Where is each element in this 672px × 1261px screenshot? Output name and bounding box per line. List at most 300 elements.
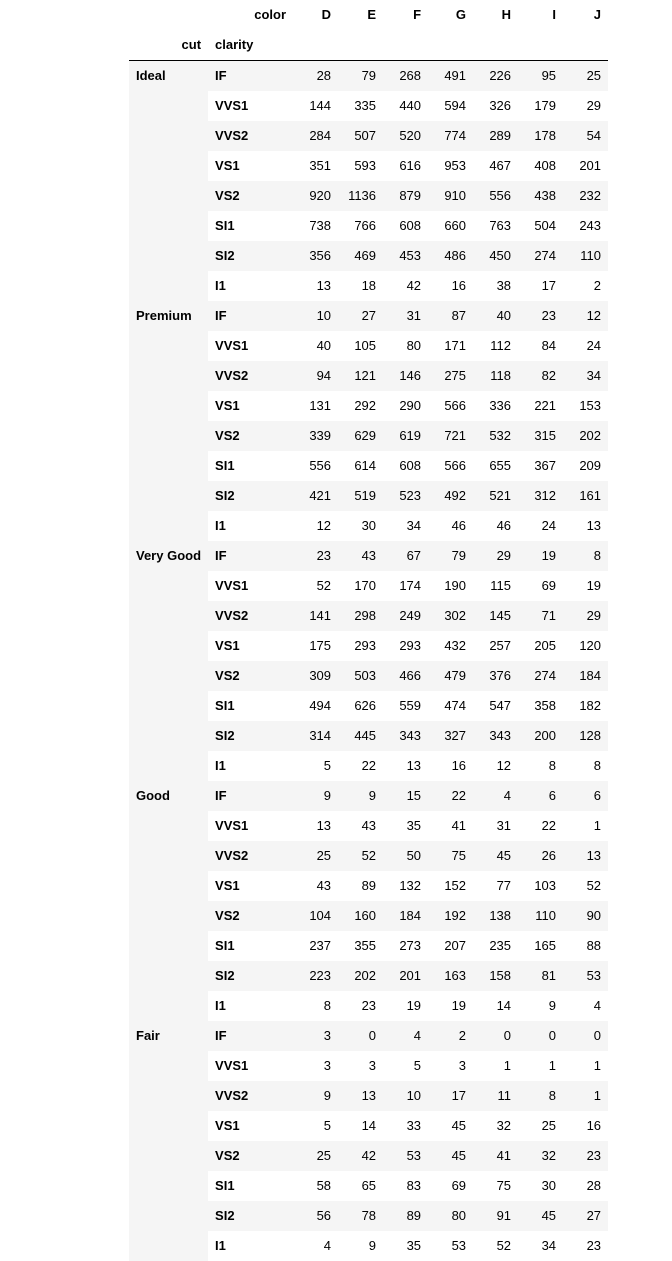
cell-d: 13 (293, 811, 338, 841)
cell-g: 275 (428, 361, 473, 391)
clarity-label: VVS1 (208, 1051, 293, 1081)
cell-f: 201 (383, 961, 428, 991)
cell-e: 65 (338, 1171, 383, 1201)
cell-j: 52 (563, 871, 608, 901)
clarity-label: SI1 (208, 1171, 293, 1201)
cell-d: 144 (293, 91, 338, 121)
cell-f: 42 (383, 271, 428, 301)
clarity-label: VS1 (208, 1111, 293, 1141)
cell-f: 174 (383, 571, 428, 601)
cut-label: Good (129, 781, 208, 1021)
cell-e: 23 (338, 991, 383, 1021)
cell-g: 953 (428, 151, 473, 181)
cell-i: 8 (518, 1081, 563, 1111)
cell-i: 274 (518, 241, 563, 271)
cell-h: 450 (473, 241, 518, 271)
cell-d: 175 (293, 631, 338, 661)
cell-e: 121 (338, 361, 383, 391)
cell-h: 158 (473, 961, 518, 991)
cell-e: 13 (338, 1081, 383, 1111)
cell-j: 29 (563, 601, 608, 631)
clarity-label: SI2 (208, 481, 293, 511)
cell-d: 284 (293, 121, 338, 151)
cell-h: 12 (473, 751, 518, 781)
cell-d: 131 (293, 391, 338, 421)
cell-e: 52 (338, 841, 383, 871)
cell-h: 521 (473, 481, 518, 511)
clarity-label: IF (208, 61, 293, 92)
cell-e: 9 (338, 1231, 383, 1261)
clarity-label: VS2 (208, 421, 293, 451)
cut-label: Fair (129, 1021, 208, 1261)
cell-f: 50 (383, 841, 428, 871)
cut-label: Very Good (129, 541, 208, 781)
cell-j: 13 (563, 841, 608, 871)
cell-j: 202 (563, 421, 608, 451)
cell-g: 22 (428, 781, 473, 811)
cell-f: 619 (383, 421, 428, 451)
cell-g: 46 (428, 511, 473, 541)
cell-i: 438 (518, 181, 563, 211)
cell-i: 32 (518, 1141, 563, 1171)
cell-h: 41 (473, 1141, 518, 1171)
cell-j: 6 (563, 781, 608, 811)
cell-f: 440 (383, 91, 428, 121)
clarity-label: SI2 (208, 241, 293, 271)
cell-f: 15 (383, 781, 428, 811)
cell-h: 4 (473, 781, 518, 811)
cell-d: 3 (293, 1021, 338, 1051)
cell-i: 408 (518, 151, 563, 181)
cell-j: 27 (563, 1201, 608, 1231)
cell-h: 1 (473, 1051, 518, 1081)
cell-i: 312 (518, 481, 563, 511)
index-name-cut: cut (129, 30, 208, 61)
clarity-label: VS1 (208, 631, 293, 661)
cell-f: 4 (383, 1021, 428, 1051)
cell-g: 16 (428, 271, 473, 301)
cell-j: 54 (563, 121, 608, 151)
cell-g: 721 (428, 421, 473, 451)
table-row (129, 541, 608, 571)
cell-j: 28 (563, 1171, 608, 1201)
table-row (129, 61, 608, 92)
column-header-f: F (383, 0, 428, 30)
cell-h: 29 (473, 541, 518, 571)
cell-g: 75 (428, 841, 473, 871)
cell-i: 315 (518, 421, 563, 451)
cell-d: 421 (293, 481, 338, 511)
clarity-label: VVS2 (208, 841, 293, 871)
cell-h: 52 (473, 1231, 518, 1261)
header-row-index-names (129, 30, 608, 61)
cell-j: 24 (563, 331, 608, 361)
cell-d: 314 (293, 721, 338, 751)
clarity-label: I1 (208, 1231, 293, 1261)
cell-h: 91 (473, 1201, 518, 1231)
clarity-label: VVS1 (208, 811, 293, 841)
cell-f: 53 (383, 1141, 428, 1171)
cell-j: 184 (563, 661, 608, 691)
column-header-e: E (338, 0, 383, 30)
cell-e: 445 (338, 721, 383, 751)
cell-g: 45 (428, 1141, 473, 1171)
header-empty-cell (293, 30, 338, 61)
cell-d: 351 (293, 151, 338, 181)
cell-f: 132 (383, 871, 428, 901)
cell-d: 494 (293, 691, 338, 721)
cell-h: 11 (473, 1081, 518, 1111)
cell-d: 40 (293, 331, 338, 361)
cell-h: 112 (473, 331, 518, 361)
cell-j: 0 (563, 1021, 608, 1051)
cell-h: 45 (473, 841, 518, 871)
cell-f: 523 (383, 481, 428, 511)
cell-i: 9 (518, 991, 563, 1021)
cell-f: 616 (383, 151, 428, 181)
clarity-label: VS2 (208, 661, 293, 691)
cell-j: 23 (563, 1141, 608, 1171)
cell-f: 520 (383, 121, 428, 151)
cell-e: 43 (338, 811, 383, 841)
clarity-label: IF (208, 1021, 293, 1051)
cell-e: 170 (338, 571, 383, 601)
clarity-label: VVS2 (208, 1081, 293, 1111)
clarity-label: SI1 (208, 211, 293, 241)
cell-i: 0 (518, 1021, 563, 1051)
column-header-j: J (563, 0, 608, 30)
clarity-label: VVS1 (208, 331, 293, 361)
cell-e: 293 (338, 631, 383, 661)
cell-e: 507 (338, 121, 383, 151)
cell-h: 257 (473, 631, 518, 661)
cell-f: 184 (383, 901, 428, 931)
cell-g: 2 (428, 1021, 473, 1051)
cell-g: 491 (428, 61, 473, 92)
table-header (129, 0, 608, 61)
clarity-label: IF (208, 541, 293, 571)
cell-f: 608 (383, 211, 428, 241)
cell-d: 58 (293, 1171, 338, 1201)
cell-g: 3 (428, 1051, 473, 1081)
cell-h: 532 (473, 421, 518, 451)
cell-g: 171 (428, 331, 473, 361)
cell-f: 33 (383, 1111, 428, 1141)
cell-g: 192 (428, 901, 473, 931)
cell-i: 8 (518, 751, 563, 781)
cell-h: 138 (473, 901, 518, 931)
cell-e: 469 (338, 241, 383, 271)
cell-i: 179 (518, 91, 563, 121)
cell-d: 104 (293, 901, 338, 931)
cell-h: 289 (473, 121, 518, 151)
clarity-label: I1 (208, 751, 293, 781)
cell-d: 13 (293, 271, 338, 301)
cell-d: 56 (293, 1201, 338, 1231)
cell-j: 53 (563, 961, 608, 991)
cell-d: 23 (293, 541, 338, 571)
cell-i: 6 (518, 781, 563, 811)
cell-j: 153 (563, 391, 608, 421)
clarity-label: VS2 (208, 181, 293, 211)
cell-f: 80 (383, 331, 428, 361)
cell-i: 25 (518, 1111, 563, 1141)
cell-e: 202 (338, 961, 383, 991)
cell-j: 13 (563, 511, 608, 541)
clarity-label: VVS1 (208, 91, 293, 121)
cell-h: 115 (473, 571, 518, 601)
clarity-label: VVS2 (208, 121, 293, 151)
cell-j: 209 (563, 451, 608, 481)
cell-f: 34 (383, 511, 428, 541)
cell-i: 81 (518, 961, 563, 991)
header-empty-cell (563, 30, 608, 61)
clarity-label: I1 (208, 991, 293, 1021)
cell-d: 4 (293, 1231, 338, 1261)
cell-d: 9 (293, 1081, 338, 1111)
cell-e: 30 (338, 511, 383, 541)
cell-j: 232 (563, 181, 608, 211)
cell-e: 3 (338, 1051, 383, 1081)
cell-j: 161 (563, 481, 608, 511)
cell-g: 774 (428, 121, 473, 151)
clarity-label: IF (208, 781, 293, 811)
cell-i: 26 (518, 841, 563, 871)
header-row-color (129, 0, 608, 30)
header-empty-cell (338, 30, 383, 61)
cell-g: 16 (428, 751, 473, 781)
cell-i: 69 (518, 571, 563, 601)
cell-j: 201 (563, 151, 608, 181)
column-header-g: G (428, 0, 473, 30)
cell-h: 46 (473, 511, 518, 541)
cell-d: 5 (293, 1111, 338, 1141)
cell-e: 18 (338, 271, 383, 301)
cell-f: 35 (383, 1231, 428, 1261)
cell-j: 29 (563, 91, 608, 121)
cell-g: 87 (428, 301, 473, 331)
cell-j: 12 (563, 301, 608, 331)
cell-j: 4 (563, 991, 608, 1021)
cell-h: 336 (473, 391, 518, 421)
cell-j: 8 (563, 541, 608, 571)
cell-g: 17 (428, 1081, 473, 1111)
cell-j: 90 (563, 901, 608, 931)
cell-f: 343 (383, 721, 428, 751)
cell-j: 8 (563, 751, 608, 781)
cell-h: 467 (473, 151, 518, 181)
cell-i: 221 (518, 391, 563, 421)
cell-f: 249 (383, 601, 428, 631)
cell-d: 920 (293, 181, 338, 211)
cell-i: 95 (518, 61, 563, 92)
cell-e: 298 (338, 601, 383, 631)
cell-f: 19 (383, 991, 428, 1021)
cell-f: 146 (383, 361, 428, 391)
cell-g: 479 (428, 661, 473, 691)
cell-h: 40 (473, 301, 518, 331)
cell-d: 5 (293, 751, 338, 781)
cell-g: 152 (428, 871, 473, 901)
cell-h: 547 (473, 691, 518, 721)
cell-h: 655 (473, 451, 518, 481)
cell-e: 614 (338, 451, 383, 481)
cell-g: 45 (428, 1111, 473, 1141)
header-empty-cell (383, 30, 428, 61)
cut-label: Ideal (129, 61, 208, 302)
cell-i: 84 (518, 331, 563, 361)
cell-d: 356 (293, 241, 338, 271)
cell-e: 160 (338, 901, 383, 931)
cell-d: 12 (293, 511, 338, 541)
cell-f: 83 (383, 1171, 428, 1201)
cell-e: 27 (338, 301, 383, 331)
cell-j: 34 (563, 361, 608, 391)
cell-i: 367 (518, 451, 563, 481)
cell-i: 1 (518, 1051, 563, 1081)
cell-i: 22 (518, 811, 563, 841)
clarity-label: VS2 (208, 901, 293, 931)
cell-e: 335 (338, 91, 383, 121)
cell-j: 1 (563, 811, 608, 841)
cell-g: 41 (428, 811, 473, 841)
cell-i: 200 (518, 721, 563, 751)
cell-h: 31 (473, 811, 518, 841)
cell-e: 89 (338, 871, 383, 901)
cell-h: 32 (473, 1111, 518, 1141)
cell-j: 16 (563, 1111, 608, 1141)
header-blank-cell (129, 0, 208, 30)
cut-label: Premium (129, 301, 208, 541)
cell-d: 738 (293, 211, 338, 241)
cell-i: 19 (518, 541, 563, 571)
column-header-h: H (473, 0, 518, 30)
index-name-clarity: clarity (208, 30, 293, 61)
cell-j: 2 (563, 271, 608, 301)
cell-f: 5 (383, 1051, 428, 1081)
cell-d: 223 (293, 961, 338, 991)
cell-d: 556 (293, 451, 338, 481)
cell-e: 9 (338, 781, 383, 811)
cell-g: 486 (428, 241, 473, 271)
crosstab-table (129, 0, 608, 1261)
cell-e: 355 (338, 931, 383, 961)
clarity-label: VS1 (208, 151, 293, 181)
cell-d: 43 (293, 871, 338, 901)
cell-f: 35 (383, 811, 428, 841)
cell-i: 45 (518, 1201, 563, 1231)
clarity-label: SI2 (208, 961, 293, 991)
cell-e: 766 (338, 211, 383, 241)
cell-f: 89 (383, 1201, 428, 1231)
cell-j: 182 (563, 691, 608, 721)
cell-e: 22 (338, 751, 383, 781)
cell-j: 25 (563, 61, 608, 92)
cell-h: 326 (473, 91, 518, 121)
cell-i: 358 (518, 691, 563, 721)
column-header-i: I (518, 0, 563, 30)
cell-e: 0 (338, 1021, 383, 1051)
cell-e: 503 (338, 661, 383, 691)
cell-i: 103 (518, 871, 563, 901)
cell-i: 82 (518, 361, 563, 391)
clarity-label: IF (208, 301, 293, 331)
cell-e: 105 (338, 331, 383, 361)
cell-d: 339 (293, 421, 338, 451)
cell-h: 75 (473, 1171, 518, 1201)
clarity-label: VVS2 (208, 361, 293, 391)
cell-i: 205 (518, 631, 563, 661)
cell-h: 343 (473, 721, 518, 751)
cell-i: 30 (518, 1171, 563, 1201)
cell-i: 17 (518, 271, 563, 301)
cell-f: 67 (383, 541, 428, 571)
cell-i: 71 (518, 601, 563, 631)
cell-e: 79 (338, 61, 383, 92)
table-row (129, 301, 608, 331)
cell-g: 566 (428, 391, 473, 421)
cell-h: 14 (473, 991, 518, 1021)
header-empty-cell (428, 30, 473, 61)
cell-h: 118 (473, 361, 518, 391)
cell-d: 237 (293, 931, 338, 961)
cell-i: 24 (518, 511, 563, 541)
cell-j: 1 (563, 1081, 608, 1111)
cell-d: 25 (293, 841, 338, 871)
cell-f: 466 (383, 661, 428, 691)
clarity-label: I1 (208, 511, 293, 541)
cell-i: 274 (518, 661, 563, 691)
cell-d: 10 (293, 301, 338, 331)
cell-f: 293 (383, 631, 428, 661)
cell-e: 629 (338, 421, 383, 451)
cell-h: 38 (473, 271, 518, 301)
cell-j: 110 (563, 241, 608, 271)
cell-f: 10 (383, 1081, 428, 1111)
clarity-label: SI1 (208, 691, 293, 721)
cell-i: 504 (518, 211, 563, 241)
table-row (129, 1021, 608, 1051)
cell-j: 120 (563, 631, 608, 661)
cell-g: 594 (428, 91, 473, 121)
cell-f: 879 (383, 181, 428, 211)
cell-g: 432 (428, 631, 473, 661)
cell-i: 165 (518, 931, 563, 961)
cell-i: 23 (518, 301, 563, 331)
cell-j: 19 (563, 571, 608, 601)
cell-h: 0 (473, 1021, 518, 1051)
cell-d: 94 (293, 361, 338, 391)
cell-h: 376 (473, 661, 518, 691)
clarity-label: VS2 (208, 1141, 293, 1171)
cell-e: 1136 (338, 181, 383, 211)
cell-j: 1 (563, 1051, 608, 1081)
table-body (129, 61, 608, 1261)
cell-e: 78 (338, 1201, 383, 1231)
cell-g: 302 (428, 601, 473, 631)
clarity-label: VS1 (208, 391, 293, 421)
clarity-label: SI1 (208, 451, 293, 481)
clarity-label: SI2 (208, 721, 293, 751)
clarity-label: I1 (208, 271, 293, 301)
cell-d: 8 (293, 991, 338, 1021)
cell-e: 519 (338, 481, 383, 511)
column-axis-name: color (208, 0, 293, 30)
cell-j: 23 (563, 1231, 608, 1261)
cell-d: 25 (293, 1141, 338, 1171)
cell-e: 626 (338, 691, 383, 721)
cell-g: 163 (428, 961, 473, 991)
